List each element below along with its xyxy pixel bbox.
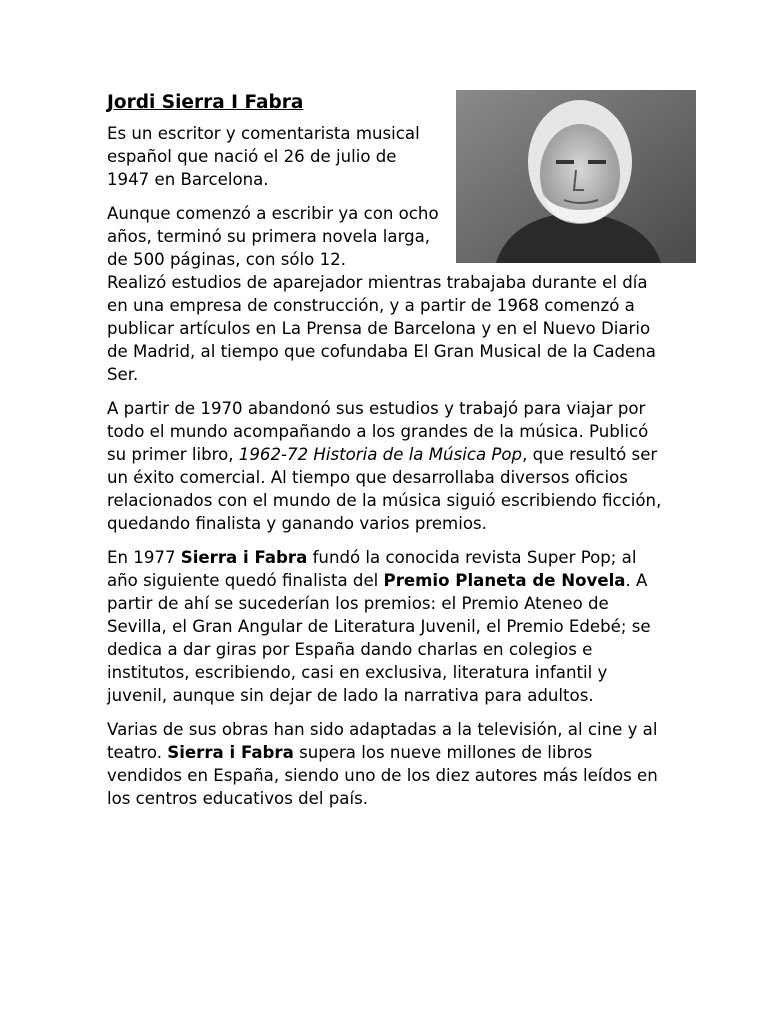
author-name: Sierra i Fabra: [167, 743, 294, 762]
paragraph-travel: [107, 397, 667, 535]
author-name: Sierra i Fabra: [180, 548, 308, 567]
document-page: [107, 90, 667, 821]
portrait-image: [456, 90, 696, 263]
page-title: Jordi Sierra I Fabra: [107, 92, 304, 113]
paragraph-childhood: Aunque comenzó a escribir ya con ocho años, terminó su primera novela larga, de 500 páginas, con sólo 12.: [107, 204, 439, 269]
portrait-photo: [456, 90, 696, 263]
adaptations-text-b: supera los nueve millones de libros vendidos en España, siendo uno de los diez autores más leídos en los centros educativos del país.: [107, 743, 658, 808]
awards-text-c: . A partir de ahí se sucederían los premios: el Premio Ateneo de Sevilla, el Gran Angular de Literatura Juvenil, el Premio Edebé; se dedica a dar giras por España dando charlas en colegios e institutos, escribiendo, casi en exclusiva, literatura infantil y juvenil, aunque sin dejar de lado la narrativa para adultos.: [107, 571, 651, 705]
travel-text-b: , que resultó ser un éxito comercial. Al tiempo que desarrollaba diversos oficios relacionados con el mundo de la música siguió escribiendo ficción, quedando finalista y ganando varios premios.: [107, 445, 662, 533]
travel-text-a: A partir de 1970 abandonó sus estudios y trabajó para viajar por todo el mundo acompañando a los grandes de la música. Publicó su primer libro,: [107, 399, 649, 464]
book-title: 1962-72 Historia de la Música Pop: [238, 445, 523, 464]
awards-text-a: En 1977: [107, 548, 181, 567]
paragraph-intro: Es un escritor y comentarista musical español que nació el 26 de julio de 1947 en Barcelona.: [107, 124, 420, 189]
adaptations-text-a: Varias de sus obras han sido adaptadas a la televisión, al cine y al teatro.: [107, 720, 658, 762]
paragraph-awards: [107, 546, 667, 707]
paragraph-career-start: Realizó estudios de aparejador mientras trabajaba durante el día en una empresa de construcción, y a partir de 1968 comenzó a publicar artículos en La Prensa de Barcelona y en el Nuevo Diario de Madrid, al tiempo que cofundaba El Gran Musical de la Cadena Ser.: [107, 273, 656, 384]
awards-text-b: fundó la conocida revista Super Pop; al año siguiente quedó finalista del: [107, 548, 637, 590]
award-name: Premio Planeta de Novela: [383, 571, 626, 590]
paragraph-adaptations: [107, 718, 667, 810]
